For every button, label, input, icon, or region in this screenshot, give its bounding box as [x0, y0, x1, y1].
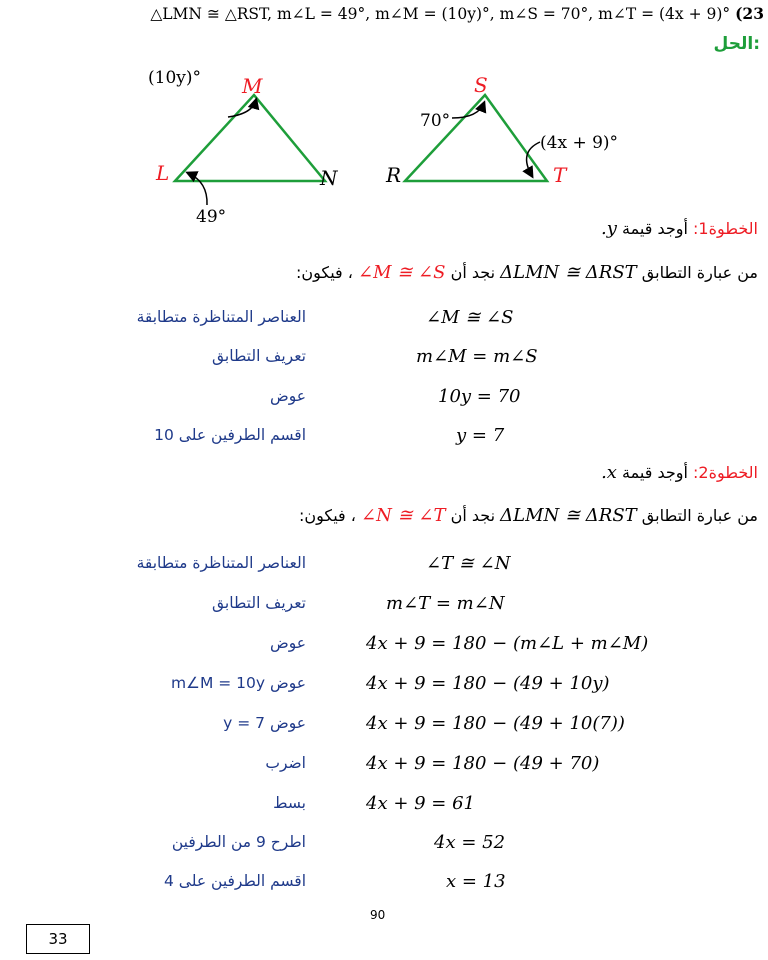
step2-angles: ∠N ≅ ∠T — [361, 505, 446, 526]
angle-s-label: 70° — [420, 111, 451, 131]
step2-variable: x. — [601, 462, 617, 483]
angle-t-label: (4x + 9)° — [540, 133, 619, 153]
step2-statement: m∠T = m∠N — [386, 593, 505, 614]
step1-statement: ∠M ≅ ∠S — [426, 307, 514, 328]
step2-reason: اضرب — [265, 754, 306, 772]
step1-reason: العناصر المتناظرة متطابقة — [136, 308, 306, 326]
vertex-r: R — [386, 163, 402, 187]
vertex-n: N — [320, 166, 338, 190]
step2-statement: 4x + 9 = 180 − (49 + 70) — [366, 753, 600, 774]
step2-statement: 4x + 9 = 180 − (m∠L + m∠M) — [366, 633, 649, 654]
step1-label: الخطوة1: — [693, 219, 758, 238]
step1-text: أوجد قيمة — [622, 219, 688, 238]
page-number: 90 — [370, 908, 386, 922]
step1-reason: اقسم الطرفين على 10 — [154, 426, 306, 444]
step2-statement: ∠T ≅ ∠N — [426, 553, 511, 574]
step2-text: أوجد قيمة — [622, 463, 688, 482]
triangle-lmn — [175, 95, 325, 181]
step2-statement: 4x = 52 — [434, 832, 506, 853]
step2-reason: بسط — [273, 794, 306, 812]
step2-congruence: ΔLMN ≅ ΔRST — [500, 505, 637, 526]
step2-statement: 4x + 9 = 180 − (49 + 10(7)) — [366, 713, 625, 734]
step2-reason: اطرح 9 من الطرفين — [171, 833, 306, 851]
step1-heading — [601, 218, 758, 239]
angle-m-label: (10y)° — [148, 68, 202, 88]
step2-intro: من عبارة التطابق ΔLMN ≅ ΔRST نجد أن ∠N ≅ ∠T ، فيكون: — [298, 505, 758, 526]
step1-statement: y = 7 — [456, 425, 505, 446]
problem-text: △LMN ≅ △RST, m∠L = 49°, m∠M = (10y)°, m∠S = 70°, m∠T = (4x + 9)° — [150, 5, 731, 23]
step2-reason: عوض m∠M = 10y — [170, 674, 306, 692]
solution-label: الحل: — [713, 34, 760, 54]
step1-congruence: ΔLMN ≅ ΔRST — [500, 262, 637, 283]
step2-reason: عوض y = 7 — [223, 714, 306, 732]
step1-statement: m∠M = m∠S — [416, 346, 538, 367]
vertex-m: M — [242, 74, 263, 98]
step1-angles: ∠M ≅ ∠S — [358, 262, 446, 283]
step2-reason: تعريف التطابق — [211, 594, 306, 612]
step1-intro: من عبارة التطابق ΔLMN ≅ ΔRST نجد أن ∠M ≅ ∠S ، فيكون: — [295, 262, 758, 283]
step2-statement: x = 13 — [446, 871, 506, 892]
step1-variable: y. — [601, 218, 617, 239]
step1-reason: تعريف التطابق — [211, 347, 306, 365]
step2-reason: العناصر المتناظرة متطابقة — [136, 554, 306, 572]
step2-statement: 4x + 9 = 61 — [366, 793, 476, 814]
step1-reason: عوض — [270, 387, 306, 405]
step2-statement: 4x + 9 = 180 − (49 + 10y) — [366, 673, 610, 694]
step2-reason: اقسم الطرفين على 4 — [164, 872, 306, 890]
angle-l-label: 49° — [196, 207, 227, 227]
problem-number: (23 — [735, 4, 764, 23]
triangles-figure — [0, 0, 768, 240]
step2-label: الخطوة2: — [693, 463, 758, 482]
vertex-s: S — [474, 73, 488, 97]
triangle-rst — [405, 95, 547, 181]
vertex-l: L — [156, 161, 170, 185]
step2-reason: عوض — [270, 634, 306, 652]
vertex-t: T — [553, 163, 567, 187]
page-box: 33 — [26, 924, 90, 954]
step2-heading — [601, 462, 758, 483]
step1-statement: 10y = 70 — [438, 386, 521, 407]
